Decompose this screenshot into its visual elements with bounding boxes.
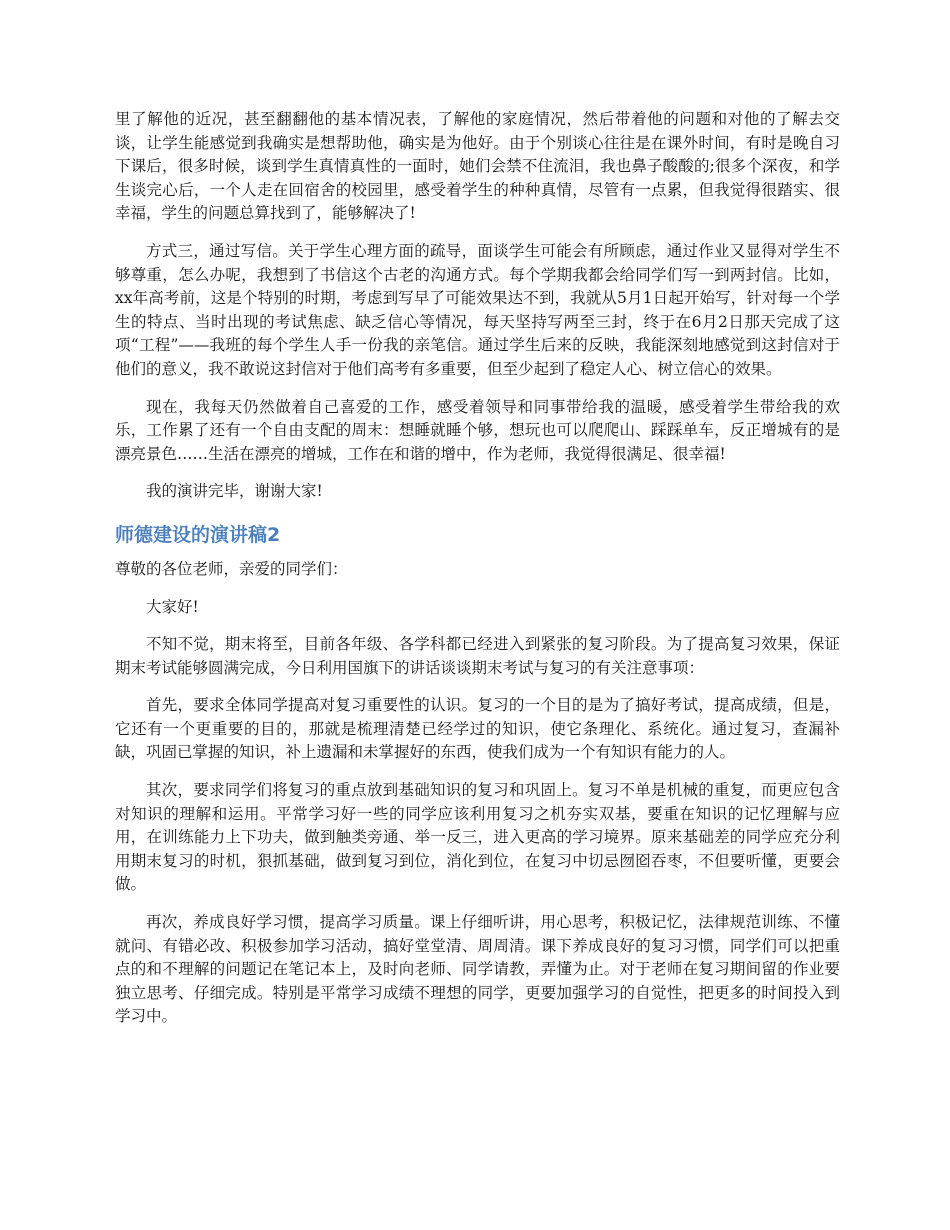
paragraph-first: 首先，要求全体同学提高对复习重要性的认识。复习的一个目的是为了搞好考试，提高成绩，但是，它还有一个更重要的目的，那就是梳理清楚已经学过的知识，使它条理化、系统化。通过复习，查漏补缺，巩固已掌握的知识，补上遗漏和未掌握好的东西，使我们成为一个有知识有能力的人。 [115, 696, 840, 762]
paragraph-second: 其次，要求同学们将复习的重点放到基础知识的复习和巩固上。复习不单是机械的重复，而更应包含对知识的理解和运用。平常学习好一些的同学应该利用复习之机夯实双基，要重在知识的记忆理解与应用，在训练能力上下功夫，做到触类旁通、举一反三，进入更高的学习境界。原来基础差的同学应充分利用期末复习的时机，狠抓基础，做到复习到位，消化到位，在复习中切忌囫囵吞枣，不但要听懂，更要会做。 [115, 781, 840, 894]
greeting: 大家好! [146, 597, 199, 616]
paragraph-method-three: 方式三，通过写信。关于学生心理方面的疏导，面谈学生可能会有所顾虑，通过作业又显得对学生不够尊重，怎么办呢，我想到了书信这个古老的沟通方式。每个学期我都会给同学们写一到两封信。比如，xx年高考前，这是个特别的时期，考虑到写早了可能效果达不到，我就从5月1日起开始写，针对每一个学生的特点、当时出现的考试焦虑、缺乏信心等情况，每天坚持写两至三封，终于在6月2日那天完成了这项“工程”——我班的每个学生人手一份我的亲笔信。通过学生后来的反映，我能深刻地感觉到这封信对于他们的意义，我不敢说这封信对于他们高考有多重要，但至少起到了稳定人心、树立信心的效果。 [115, 241, 840, 378]
paragraph-third: 再次，养成良好学习惯，提高学习质量。课上仔细听讲，用心思考，积极记忆，法律规范训练、不懂就问、有错必改、积极参加学习活动，搞好堂堂清、周周清。课下养成良好的复习习惯，同学们可以把重点的和不理解的问题记在笔记本上，及时向老师、同学请教，弄懂为止。对于老师在复习期间留的作业要独立思考、仔细完成。特别是平常学习成绩不理想的同学，更要加强学习的自觉性，把更多的时间投入到学习中。 [115, 913, 840, 1026]
section-heading: 师德建设的演讲稿2 [115, 523, 281, 546]
paragraph-current-life: 现在，我每天仍然做着自己喜爱的工作，感受着领导和同事带给我的温暖，感受着学生带给我的欢乐，工作累了还有一个自由支配的周末：想睡就睡个够，想玩也可以爬爬山、踩踩单车，反正增城有的是漂亮景色……生活在漂亮的增城，工作在和谐的增中，作为老师，我觉得很满足、很幸福! [115, 397, 840, 463]
document-body [115, 108, 840, 1043]
salutation: 尊敬的各位老师，亲爱的同学们： [115, 559, 348, 578]
paragraph-closing: 我的演讲完毕，谢谢大家! [146, 482, 323, 501]
paragraph-intro: 不知不觉，期末将至，目前各年级、各学科都已经进入到紧张的复习阶段。为了提高复习效果，保证期末考试能够圆满完成，今日利用国旗下的讲话谈谈期末考试与复习的有关注意事项： [115, 635, 840, 677]
paragraph-continued: 里了解他的近况，甚至翻翻他的基本情况表，了解他的家庭情况，然后带着他的问题和对他的了解去交谈，让学生能感觉到我确实是想帮助他，确实是为他好。由于个别谈心往往是在课外时间，有时是晚自习下课后，很多时候，谈到学生真情真性的一面时，她们会禁不住流泪，我也鼻子酸酸的;很多个深夜，和学生谈完心后，一个人走在回宿舍的校园里，感受着学生的种种真情，尽管有一点累，但我觉得很踏实、很幸福，学生的问题总算找到了，能够解决了! [115, 110, 840, 223]
